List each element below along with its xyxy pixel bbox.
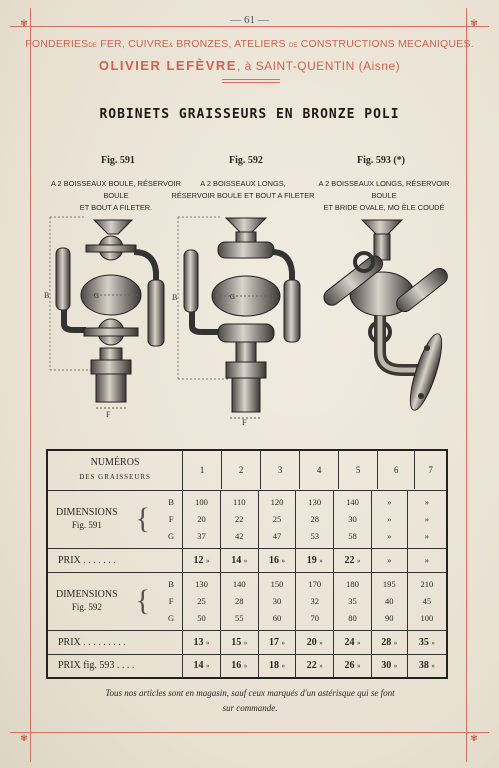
column-number: 3: [261, 451, 300, 489]
price-cell: 30 »: [371, 654, 407, 678]
page-number: — 61 —: [230, 14, 269, 26]
numbers-subtable: [183, 451, 446, 489]
price-592-row: [47, 630, 447, 654]
price-591-row: [47, 548, 447, 572]
price-dimension-table: [46, 449, 448, 679]
dimensions-591-row: [47, 490, 447, 548]
price-label: PRIX fig. 593 . . . .: [47, 654, 183, 678]
table-cell: 100 20 37: [183, 490, 221, 548]
table-cell: » » »: [407, 490, 447, 548]
price-cell: 19 »: [296, 548, 334, 572]
price-cell: »: [407, 548, 447, 572]
table-cell: 210 45 100: [407, 572, 447, 630]
page-title: ROBINETS GRAISSEURS EN BRONZE POLI: [99, 107, 400, 122]
price-cell: 16 »: [258, 548, 296, 572]
svg-text:B: B: [172, 293, 178, 302]
price-cell: 12 »: [183, 548, 221, 572]
company-name-line: OLIVIER LEFÈVRE, à SAINT-QUENTIN (Aisne): [98, 58, 401, 73]
frame-rule-bottom: [10, 732, 489, 733]
corner-ornament: ✾: [20, 18, 28, 28]
price-cell: 20 »: [296, 630, 334, 654]
price-593-row: [47, 654, 447, 678]
valve-593-illustration: [320, 212, 450, 427]
figure-592-label: Fig. 592: [229, 155, 263, 166]
numbers-header: NUMÉROS DES GRAISSEURS: [47, 450, 183, 490]
price-label: PRIX . . . . . . .: [47, 548, 183, 572]
corner-ornament: ✾: [20, 733, 28, 743]
table-cell: 110 22 42: [220, 490, 258, 548]
column-number: 1: [183, 451, 222, 489]
svg-text:B: B: [44, 291, 50, 300]
header-divider: [222, 79, 280, 83]
corner-ornament: ✾: [470, 18, 478, 28]
price-cell: 28 »: [371, 630, 407, 654]
figure-593-description: A 2 BOISSEAUX LONGS, RÉSERVOIR BOULE ET BRIDE OVALE, MO ÈLE COUDÉ: [318, 179, 450, 212]
price-cell: 13 »: [183, 630, 221, 654]
column-number: 6: [378, 451, 415, 489]
price-cell: »: [371, 548, 407, 572]
table-cell: 140 30 58: [334, 490, 372, 548]
price-label: PRIX . . . . . . . . .: [47, 630, 183, 654]
table-cell: 195 40 90: [371, 572, 407, 630]
table-cell: 170 32 70: [296, 572, 334, 630]
table-header-row: [47, 450, 447, 490]
price-cell: 16 »: [220, 654, 258, 678]
svg-text:F: F: [242, 418, 247, 427]
numbers-row: [183, 450, 447, 490]
table-cell: 120 25 47: [258, 490, 296, 548]
column-number: 5: [339, 451, 378, 489]
dimensions-592-label: DIMENSIONS Fig. 592 { B F G: [47, 572, 183, 630]
price-cell: 18 »: [258, 654, 296, 678]
price-cell: 24 »: [334, 630, 372, 654]
dimensions-591-label: DIMENSIONS Fig. 591 { B F G: [47, 490, 183, 548]
corner-ornament: ✾: [470, 733, 478, 743]
svg-text:F: F: [106, 410, 111, 419]
frame-rule-top: [10, 26, 489, 27]
figure-591-label: Fig. 591: [101, 155, 135, 166]
figure-593-label: Fig. 593 (*): [356, 155, 406, 166]
column-number: 7: [428, 465, 433, 476]
column-number: 4: [300, 451, 339, 489]
figure-592-description: A 2 BOISSEAUX LONGS, RÉSERVOIR BOULE ET BOUT A FILETER: [171, 179, 315, 200]
table-cell: 130 28 53: [296, 490, 334, 548]
price-cell: 17 »: [258, 630, 296, 654]
valve-592-illustration: [172, 212, 312, 427]
table-cell: » » »: [371, 490, 407, 548]
table-cell: 180 35 80: [334, 572, 372, 630]
svg-text:G: G: [230, 293, 236, 301]
price-cell: 22 »: [334, 548, 372, 572]
table-cell: 130 25 50: [183, 572, 221, 630]
table-cell: 140 28 55: [220, 572, 258, 630]
price-cell: 15 »: [220, 630, 258, 654]
svg-text:G: G: [94, 292, 100, 300]
price-cell: 26 »: [334, 654, 372, 678]
price-cell: 14 »: [183, 654, 221, 678]
price-cell: 38 »: [407, 654, 447, 678]
price-cell: 35 »: [407, 630, 447, 654]
dimensions-592-row: [47, 572, 447, 630]
figure-591-description: A 2 BOISSEAUX BOULE, RÉSERVOIR BOULE ET BOUT A FILETER.: [50, 179, 182, 212]
table-cell: 150 30 60: [258, 572, 296, 630]
price-cell: 14 »: [220, 548, 258, 572]
column-number: 2: [222, 451, 261, 489]
footer-note: Tous nos articles sont en magasin, sauf ceux marqués d'un astérisque qui se font sur commande.: [105, 688, 395, 713]
company-activity-line: FONDERIESDE FER, CUIVRE& BRONZES, ATELIERS DE CONSTRUCTIONS MECANIQUES.: [25, 38, 474, 50]
valve-591-illustration: [44, 212, 174, 427]
price-cell: 22 »: [296, 654, 334, 678]
